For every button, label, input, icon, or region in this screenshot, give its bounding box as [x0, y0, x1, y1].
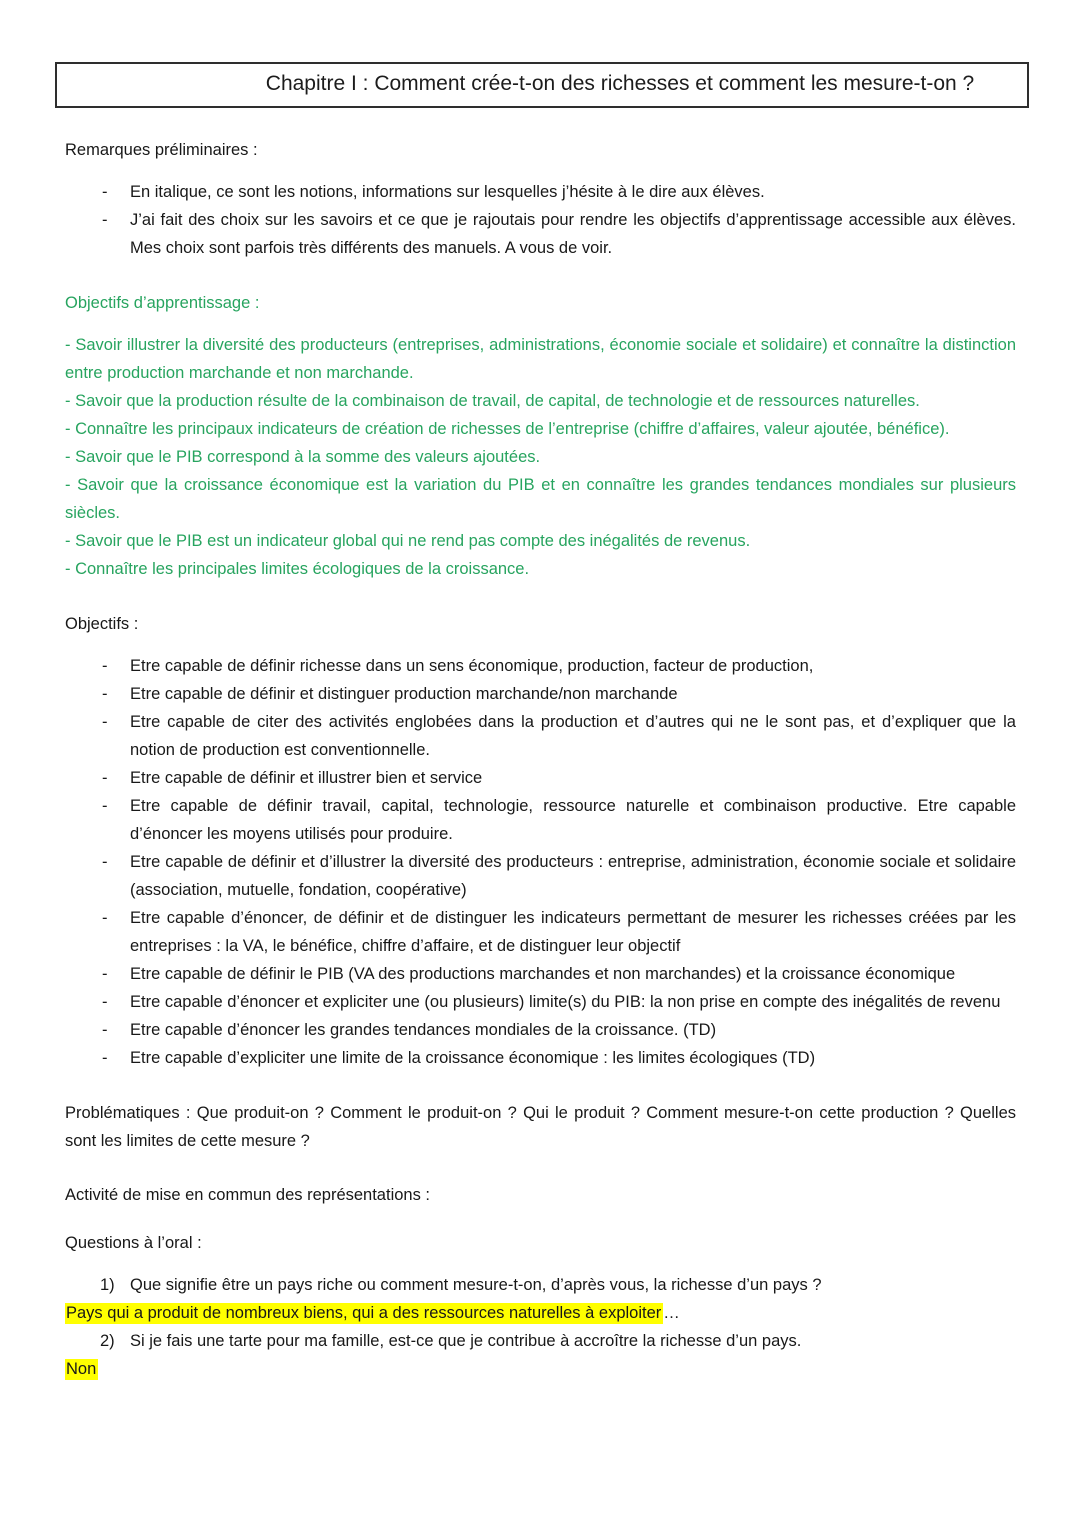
- objective-text: Etre capable de définir et illustrer bien et service: [130, 769, 483, 787]
- objective-text: Etre capable d’expliciter une limite de la croissance économique : les limites écologiques (TD): [130, 1049, 816, 1067]
- learning-objectives-list: [65, 331, 1016, 583]
- chapter-title: Chapitre I : Comment crée-t-on des richesses et comment les mesure-t-on ?: [265, 72, 975, 95]
- oral-question: [65, 1327, 1016, 1355]
- question-number: 2): [100, 1332, 115, 1350]
- dash-bullet: -: [102, 769, 108, 787]
- remark-text: J’ai fait des choix sur les savoirs et ce que je rajoutais pour rendre les objectifs d’apprentissage accessible aux élèves. Mes choix sont parfois très différents des manuels. A vous de voir.: [130, 211, 1016, 257]
- answer-line: [65, 1299, 1016, 1327]
- dash-bullet: -: [102, 211, 108, 229]
- objective-text: Etre capable de définir le PIB (VA des productions marchandes et non marchandes) et la croissance économique: [130, 965, 956, 983]
- objectives-list: [65, 652, 1016, 1072]
- learning-objective-item: - Savoir que le PIB correspond à la somme des valeurs ajoutées.: [65, 448, 541, 466]
- objectives-heading: Objectifs :: [65, 615, 139, 633]
- learning-objective-item: - Connaître les principaux indicateurs de création de richesses de l’entreprise (chiffre d’affaires, valeur ajoutée, bénéfice).: [65, 420, 950, 438]
- learning-objective-item: - Savoir que la production résulte de la combinaison de travail, de capital, de technologie et de ressources naturelles.: [65, 392, 920, 410]
- objective-item: [65, 764, 1016, 792]
- learning-objectives-heading: Objectifs d’apprentissage :: [65, 294, 260, 312]
- chapter-title-box: [55, 62, 1029, 108]
- learning-objective-item: - Connaître les principales limites écologiques de la croissance.: [65, 560, 530, 578]
- oral-question: [65, 1271, 1016, 1299]
- learning-objective-item: - Savoir que la croissance économique est la variation du PIB et en connaître les grandes tendances mondiales sur plusieurs siècles.: [65, 476, 1016, 522]
- answer-line: [65, 1355, 1016, 1383]
- objective-item: [65, 1044, 1016, 1072]
- dash-bullet: -: [102, 657, 108, 675]
- oral-questions-heading: Questions à l’oral :: [65, 1234, 202, 1252]
- dash-bullet: -: [102, 965, 108, 983]
- learning-objective-item: - Savoir que le PIB est un indicateur global qui ne rend pas compte des inégalités de revenus.: [65, 532, 751, 550]
- dash-bullet: -: [102, 1021, 108, 1039]
- remarks-heading: Remarques préliminaires :: [65, 141, 258, 159]
- answer-suffix: …: [663, 1304, 680, 1322]
- dash-bullet: -: [102, 797, 108, 815]
- objective-text: Etre capable de définir et d’illustrer la diversité des producteurs : entreprise, administration, économie sociale et solidaire (association, mutuelle, fondation, coopérative): [130, 853, 1016, 899]
- question-text: Que signifie être un pays riche ou comment mesure-t-on, d’après vous, la richesse d’un pays ?: [130, 1276, 822, 1294]
- dash-bullet: -: [102, 993, 108, 1011]
- objective-item: [65, 708, 1016, 764]
- objective-item: [65, 1016, 1016, 1044]
- remark-item: [65, 206, 1016, 262]
- objective-item: [65, 988, 1016, 1016]
- problematique-paragraph: Problématiques : Que produit-on ? Comment le produit-on ? Qui le produit ? Comment mesure-t-on cette production ? Quelles sont les limites de cette mesure ?: [65, 1104, 1016, 1150]
- objective-item: [65, 904, 1016, 960]
- learning-objective-item: - Savoir illustrer la diversité des producteurs (entreprises, administrations, économie sociale et solidaire) et connaître la distinction entre production marchande et non marchande.: [65, 336, 1016, 382]
- remark-text: En italique, ce sont les notions, informations sur lesquelles j’hésite à le dire aux élèves.: [130, 183, 765, 201]
- objective-text: Etre capable d’énoncer et expliciter une (ou plusieurs) limite(s) du PIB: la non prise en compte des inégalités de revenu: [130, 993, 1001, 1011]
- question-text: Si je fais une tarte pour ma famille, est-ce que je contribue à accroître la richesse d’un pays.: [130, 1332, 802, 1350]
- objective-text: Etre capable de définir et distinguer production marchande/non marchande: [130, 685, 678, 703]
- objective-item: [65, 680, 1016, 708]
- objective-item: [65, 848, 1016, 904]
- remark-item: [65, 178, 1016, 206]
- highlighted-answer: Non: [66, 1360, 97, 1378]
- dash-bullet: -: [102, 183, 108, 201]
- dash-bullet: -: [102, 909, 108, 927]
- objective-item: [65, 960, 1016, 988]
- objective-item: [65, 792, 1016, 848]
- objective-text: Etre capable de définir richesse dans un sens économique, production, facteur de production,: [130, 657, 814, 675]
- highlighted-answer: Pays qui a produit de nombreux biens, qui a des ressources naturelles à exploiter: [66, 1304, 662, 1322]
- objective-text: Etre capable d’énoncer les grandes tendances mondiales de la croissance. (TD): [130, 1021, 717, 1039]
- dash-bullet: -: [102, 713, 108, 731]
- dash-bullet: -: [102, 1049, 108, 1067]
- activity-heading: Activité de mise en commun des représentations :: [65, 1186, 431, 1204]
- oral-question-block: [65, 1271, 1016, 1383]
- objective-text: Etre capable de définir travail, capital, technologie, ressource naturelle et combinaison productive. Etre capable d’énoncer les moyens utilisés pour produire.: [130, 797, 1016, 843]
- objective-item: [65, 652, 1016, 680]
- objective-text: Etre capable de citer des activités englobées dans la production et d’autres qui ne le sont pas, et d’expliquer que la notion de production est conventionnelle.: [130, 713, 1016, 759]
- remarks-list: [65, 178, 1016, 262]
- objective-text: Etre capable d’énoncer, de définir et de distinguer les indicateurs permettant de mesurer les richesses créées par les entreprises : la VA, le bénéfice, chiffre d’affaire, et de distinguer leur objectif: [130, 909, 1016, 955]
- dash-bullet: -: [102, 685, 108, 703]
- question-number: 1): [100, 1276, 115, 1294]
- dash-bullet: -: [102, 853, 108, 871]
